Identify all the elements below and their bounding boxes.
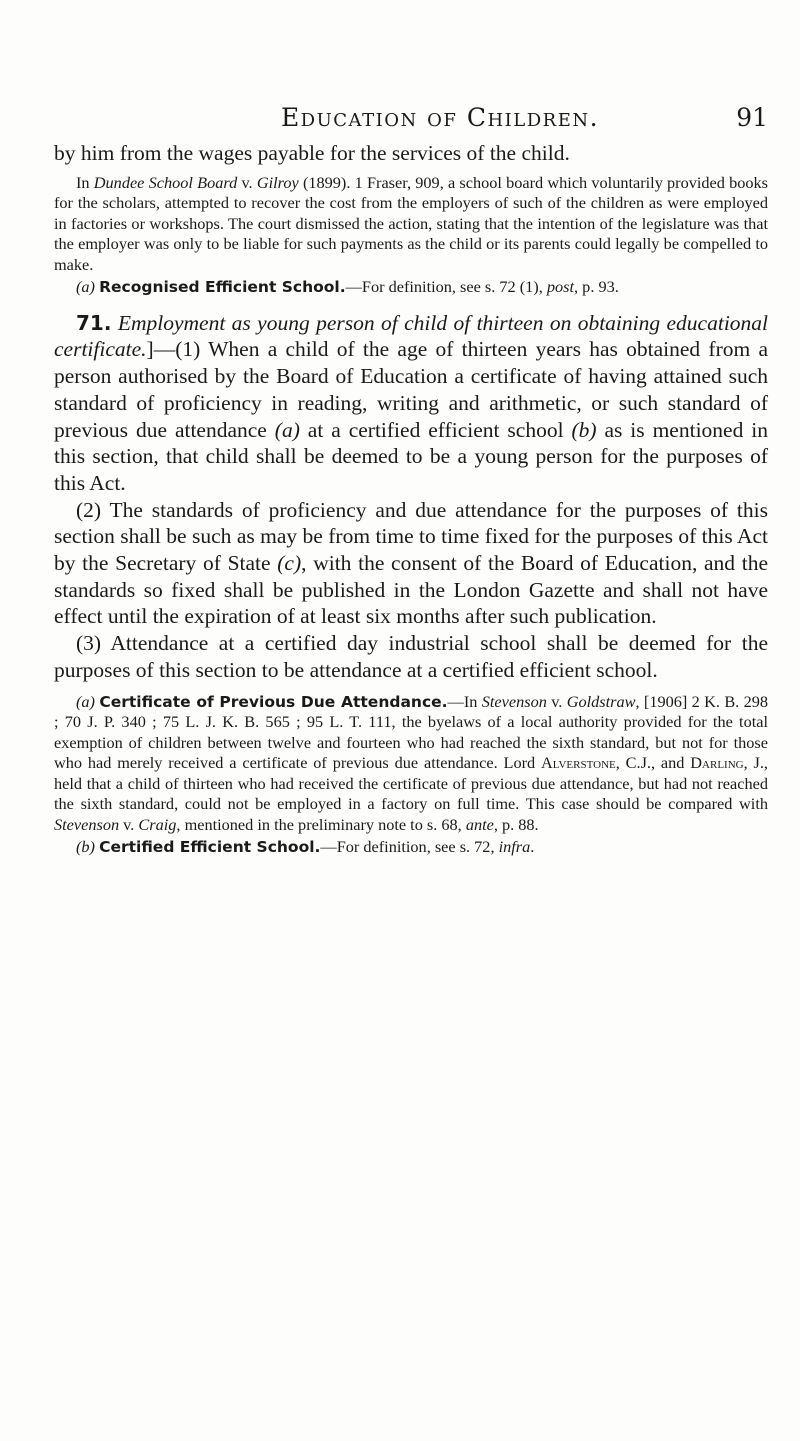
footnote-b-text: —For definition, see s. 72,	[320, 837, 499, 857]
judge-title: , C.J., and	[615, 753, 691, 773]
case-goldstraw: Goldstraw	[566, 691, 636, 711]
subsection-2-end: , with the consent of the Board of Education, and the standards so fixed shall be published in the London Gazette and shall not have effect until the expiration of at least six months after such publication.	[54, 551, 768, 629]
case-stevenson-2: Stevenson	[54, 814, 120, 834]
footnote-a-heading: Certificate of Previous Due Attendance.	[99, 692, 448, 711]
section-title: Employment as young person of child of thirteen on obtaining educational certificate.	[54, 310, 769, 362]
versus: v.	[546, 691, 567, 711]
footnote-a-certificate	[54, 692, 768, 836]
subsection-1-lead: ]—(1) When a child of the age of thirteen years has obtained from a person authorised by the Board of Education a certificate of having attained such standard of proficiency in reading, writing and arithmetic, or such standard of previous due attendance	[54, 337, 768, 442]
versus: v.	[237, 172, 257, 192]
running-header	[140, 103, 768, 143]
footnote-a-marker: (a)	[76, 691, 95, 711]
subsection-2-start: (2) The standards of proficiency and due attendance for the purposes of this section shall be such as may be from time to time fixed for the purposes of this Act by the Secretary of State	[54, 497, 768, 576]
case-note-dundee	[54, 173, 768, 276]
ante-ref: ante	[465, 814, 494, 834]
footnote-a-citation: , [1906] 2 K. B. 298 ; 70 J. P. 340 ; 75 L. J. K. B. 565 ; 95 L. T. 111, the byelaws of a local authority provided for the total exemption of children between twelve and fourteen who had reached the sixth standard, but not for those who had merely received a certificate of previous due attendance. Lord	[54, 691, 769, 773]
footnote-a-holding: , J., held that a child of thirteen who had received the certificate of previous due attendance, but had not reached the sixth standard, could not be employed in a factory on full time. This case should be compared with	[54, 753, 768, 814]
footnote-a-ending: , mentioned in the preliminary note to s. 68,	[176, 814, 466, 834]
infra-ref: infra	[498, 837, 531, 857]
page-body	[54, 140, 768, 858]
footnote-b-marker: (b)	[76, 837, 95, 857]
footnote-b-heading: Certified Efficient School.	[99, 838, 321, 857]
ref-a: (a)	[274, 417, 300, 442]
footnote-text: —For definition, see s. 72 (1),	[345, 277, 547, 297]
case-note-prefix: In	[76, 172, 94, 192]
section-71-subsection-3: (3) Attendance at a certified day industrial school shall be deemed for the purposes of this section to be attendance at a certified efficient school.	[54, 631, 768, 682]
case-note-text: (1899). 1 Fraser, 909, a school board which voluntarily provided books for the scholars, attempted to recover the cost from the employers of such of the children as were employed in factories or workshops. The court dismissed the action, stating that the intention of the legislature was that the employer was only to be liable for such payments as the child or its parents could legally be compelled to make.	[54, 172, 769, 274]
continuation-paragraph: by him from the wages payable for the services of the child.	[54, 141, 570, 165]
footnote-a-lead: —In	[447, 691, 482, 711]
versus: v.	[119, 814, 139, 834]
judge-alverstone: Alverstone	[541, 753, 616, 773]
subsection-1-mid: at a certified efficient school	[299, 417, 572, 442]
case-stevenson-1: Stevenson	[481, 691, 547, 711]
judge-darling: Darling	[690, 753, 744, 773]
page-number: 91	[736, 103, 768, 132]
subsection-1-end: as is mentioned in this section, that child shall be deemed to be a young person for the purposes of this Act.	[54, 417, 768, 495]
running-title: Education of Children.	[280, 103, 600, 132]
footnote-b-end: .	[530, 837, 535, 857]
section-71-subsection-2	[54, 497, 768, 631]
footnote-recognised-efficient-school	[54, 277, 768, 298]
footnote-heading: Recognised Efficient School.	[99, 278, 346, 297]
section-number: 71.	[76, 310, 112, 335]
ref-b: (b)	[571, 417, 597, 442]
case-craig: Craig	[138, 814, 177, 834]
footnote-marker: (a)	[76, 277, 95, 297]
page-ref: , p. 88.	[493, 814, 539, 834]
case-name-dundee: Dundee School Board	[93, 172, 238, 192]
ref-c: (c)	[277, 551, 302, 576]
post-ref: post	[546, 277, 575, 297]
case-name-gilroy: Gilroy	[256, 172, 299, 192]
footnote-b-certified	[54, 837, 768, 858]
section-71-subsection-1	[54, 310, 768, 497]
page-ref: , p. 93.	[574, 277, 619, 297]
